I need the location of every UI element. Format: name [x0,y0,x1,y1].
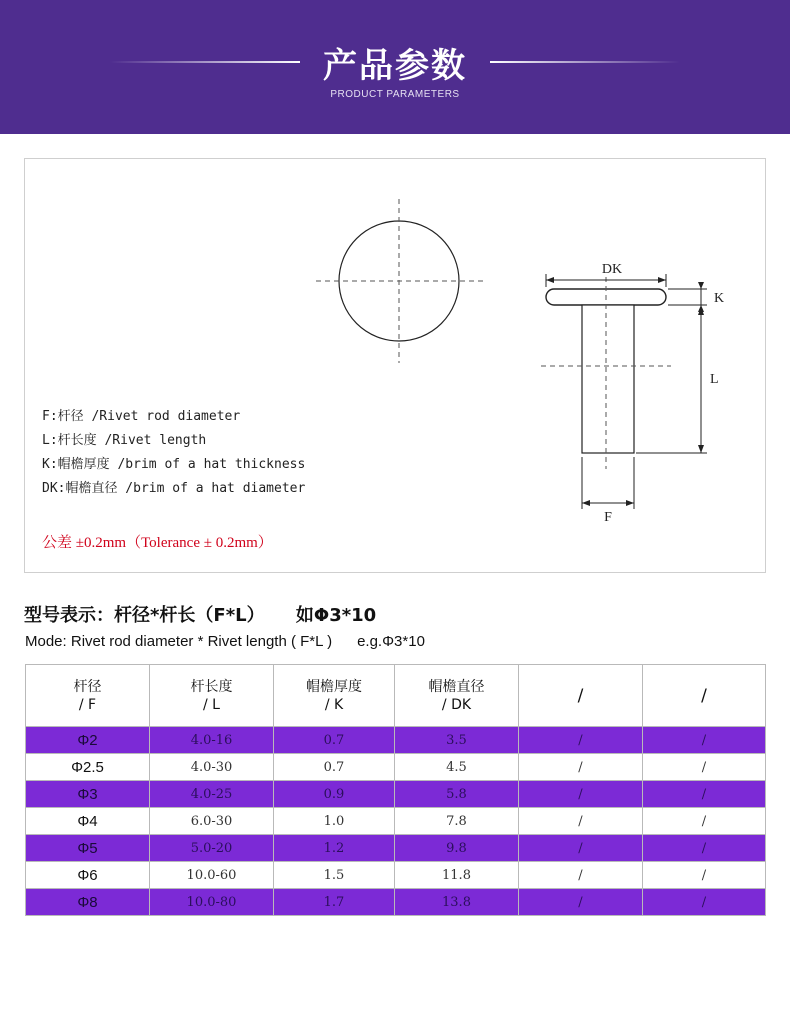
header-blank-2: / [643,665,766,727]
cell-brim-diameter: 4.5 [395,754,519,781]
dimension-legend [42,405,305,501]
cell-brim-thickness: 1.2 [274,835,395,862]
cell-brim-diameter: 5.8 [395,781,519,808]
rivet-shank [582,305,634,453]
cell-rod-length: 6.0-30 [150,808,274,835]
cell-blank-2: / [643,727,766,754]
cell-rod-length: 4.0-25 [150,781,274,808]
cell-blank-1: / [519,889,643,916]
table-row [26,781,766,808]
l-arrow-bottom [698,445,704,453]
legend-item-k: K:帽檐厚度 /brim of a hat thickness [42,457,306,472]
mode-description-en: Mode: Rivet rod diameter * Rivet length ( F*L ) e.g.Φ3*10 [25,633,425,650]
cell-rod-diameter: Φ2.5 [26,754,150,781]
table-row [26,889,766,916]
table-row [26,835,766,862]
cell-blank-1: / [519,862,643,889]
dk-label: DK [601,262,623,277]
cell-brim-diameter: 11.8 [395,862,519,889]
mode-description-cn: 型号表示：杆径*杆长（F*L） 如Φ3*10 [24,605,377,626]
cell-blank-1: / [519,727,643,754]
table-row [26,754,766,781]
cell-rod-length: 10.0-80 [150,889,274,916]
header-brim-diameter: 帽檐直径 / DK [395,665,519,727]
table-row [26,727,766,754]
cell-brim-thickness: 0.7 [274,727,395,754]
cell-blank-1: / [519,781,643,808]
cell-blank-2: / [643,781,766,808]
header-title: 产品参数 [323,46,467,86]
header-rod-diameter: 杆径 / F [26,665,150,727]
cell-rod-diameter: Φ5 [26,835,150,862]
cell-brim-diameter: 7.8 [395,808,519,835]
cell-blank-2: / [643,808,766,835]
header-subtitle: PRODUCT PARAMETERS [330,89,460,100]
dk-arrow-left [546,277,554,283]
cell-blank-2: / [643,835,766,862]
legend-item-f: F:杆径 /Rivet rod diameter [42,409,241,424]
cell-brim-thickness: 1.0 [274,808,395,835]
legend-item-dk: DK:帽檐直径 /brim of a hat diameter [42,481,306,496]
k-label: K [714,291,725,306]
header-rod-length: 杆长度 / L [150,665,274,727]
rivet-diagram [25,159,767,574]
cell-blank-2: / [643,862,766,889]
k-arrow-top [698,282,704,289]
parameter-table [25,664,766,916]
cell-blank-1: / [519,835,643,862]
tolerance-note: 公差 ±0.2mm（Tolerance ± 0.2mm） [42,535,273,551]
cell-brim-diameter: 3.5 [395,727,519,754]
cell-rod-diameter: Φ3 [26,781,150,808]
cell-brim-thickness: 1.5 [274,862,395,889]
header-blank-1: / [519,665,643,727]
legend-item-l: L:杆长度 /Rivet length [42,433,207,448]
cell-brim-thickness: 0.7 [274,754,395,781]
cell-brim-thickness: 0.9 [274,781,395,808]
header-divider-right [490,61,680,63]
header-brim-thickness: 帽檐厚度 / K [274,665,395,727]
f-arrow-left [582,500,590,506]
cell-brim-diameter: 9.8 [395,835,519,862]
f-label: F [604,510,612,525]
cell-blank-1: / [519,754,643,781]
cell-rod-length: 4.0-30 [150,754,274,781]
f-arrow-right [626,500,634,506]
rivet-diagram-panel [24,158,766,573]
table-row [26,808,766,835]
cell-rod-length: 10.0-60 [150,862,274,889]
cell-brim-thickness: 1.7 [274,889,395,916]
cell-rod-diameter: Φ2 [26,727,150,754]
header-banner [0,0,790,134]
cell-blank-1: / [519,808,643,835]
cell-rod-diameter: Φ4 [26,808,150,835]
dk-arrow-right [658,277,666,283]
cell-blank-2: / [643,889,766,916]
cell-rod-diameter: Φ8 [26,889,150,916]
cell-rod-length: 4.0-16 [150,727,274,754]
cell-blank-2: / [643,754,766,781]
cell-brim-diameter: 13.8 [395,889,519,916]
table-row [26,862,766,889]
cell-rod-diameter: Φ6 [26,862,150,889]
cell-rod-length: 5.0-20 [150,835,274,862]
table-header-row [26,665,766,727]
l-label: L [710,372,719,387]
